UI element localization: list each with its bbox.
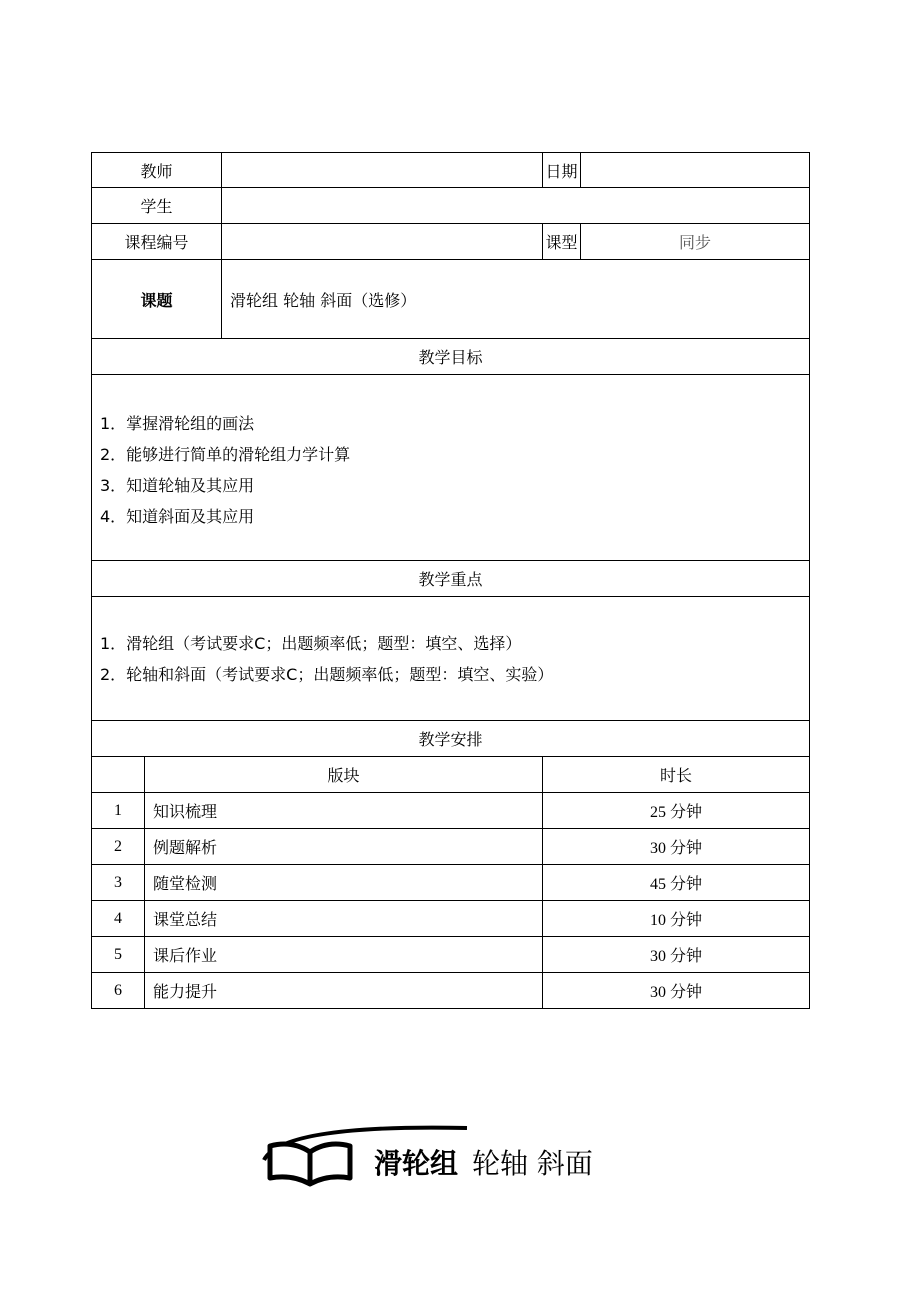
row-block: 知识梳理: [145, 793, 543, 829]
row-number: 5: [92, 937, 145, 973]
row-number: 1: [92, 793, 145, 829]
student-label: 学生: [92, 188, 222, 224]
objective-item: 4．知道斜面及其应用: [100, 507, 255, 526]
lesson-plan-table: [91, 152, 810, 1009]
objectives-heading: 教学目标: [92, 339, 810, 375]
key-point-item: 2．轮轴和斜面（考试要求C；出题频率低；题型：填空、实验）: [100, 665, 554, 684]
row-block: 课后作业: [145, 937, 543, 973]
schedule-row: [92, 829, 810, 865]
banner-title-rest: 轮轴 斜面: [472, 1147, 593, 1180]
row-number: 3: [92, 865, 145, 901]
topic-value: 滑轮组 轮轴 斜面（选修）: [222, 260, 810, 339]
schedule-row: [92, 937, 810, 973]
course-no-label: 课程编号: [92, 224, 222, 260]
date-label: 日期: [543, 153, 581, 188]
objective-item: 2．能够进行简单的滑轮组力学计算: [100, 445, 351, 464]
row-number: 6: [92, 973, 145, 1009]
teacher-value[interactable]: [222, 153, 543, 188]
row-number: 2: [92, 829, 145, 865]
row-block: 能力提升: [145, 973, 543, 1009]
row-block: 随堂检测: [145, 865, 543, 901]
banner-title-bold: 滑轮组: [374, 1147, 459, 1180]
row-block: 课堂总结: [145, 901, 543, 937]
schedule-block-header: 版块: [145, 757, 543, 793]
key-points-heading: 教学重点: [92, 561, 810, 597]
schedule-row: [92, 901, 810, 937]
row-block: 例题解析: [145, 829, 543, 865]
row-duration: 45 分钟: [543, 865, 810, 901]
course-type-value: 同步: [581, 224, 810, 260]
teacher-label: 教师: [92, 153, 222, 188]
row-duration: 30 分钟: [543, 973, 810, 1009]
key-points-list: [92, 597, 810, 721]
student-value[interactable]: [222, 188, 810, 224]
row-duration: 30 分钟: [543, 829, 810, 865]
schedule-heading: 教学安排: [92, 721, 810, 757]
schedule-row: [92, 973, 810, 1009]
row-duration: 30 分钟: [543, 937, 810, 973]
date-value[interactable]: [581, 153, 810, 188]
objective-item: 3．知道轮轴及其应用: [100, 476, 255, 495]
course-type-label: 课型: [543, 224, 581, 260]
schedule-no-header: [92, 757, 145, 793]
schedule-row: [92, 865, 810, 901]
topic-label: 课题: [92, 260, 222, 339]
row-number: 4: [92, 901, 145, 937]
objective-item: 1．掌握滑轮组的画法: [100, 414, 255, 433]
row-duration: 10 分钟: [543, 901, 810, 937]
section-banner: [262, 1118, 622, 1198]
schedule-duration-header: 时长: [543, 757, 810, 793]
objectives-list: [92, 375, 810, 561]
key-point-item: 1．滑轮组（考试要求C；出题频率低；题型：填空、选择）: [100, 634, 522, 653]
schedule-row: [92, 793, 810, 829]
course-no-value[interactable]: [222, 224, 543, 260]
row-duration: 25 分钟: [543, 793, 810, 829]
banner-title: [374, 1142, 593, 1182]
